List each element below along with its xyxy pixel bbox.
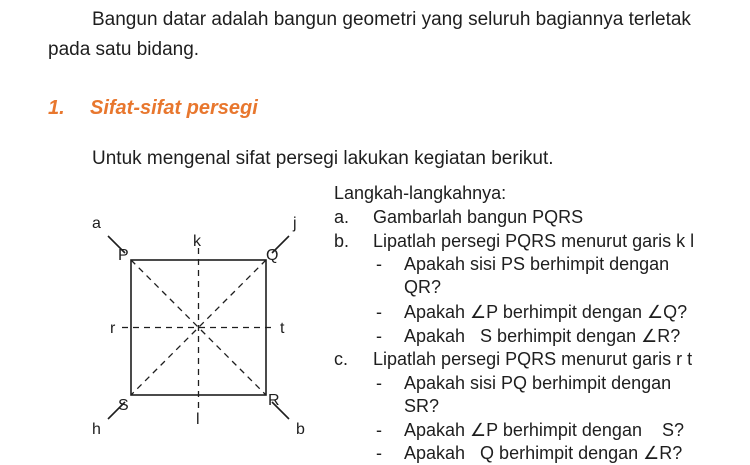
step-c2-text: Apakah ∠P berhimpit dengan S? bbox=[404, 420, 684, 440]
step-b3-marker: - bbox=[376, 326, 382, 346]
axis-label-a: a bbox=[92, 215, 101, 232]
axis-label-k: k bbox=[193, 233, 201, 250]
section-title: Sifat-sifat persegi bbox=[90, 97, 258, 119]
step-c1-text: Apakah sisi PQ berhimpit dengan bbox=[404, 373, 672, 393]
axis-label-b: b bbox=[296, 421, 305, 438]
step-b2-text: Apakah ∠P berhimpit dengan ∠Q? bbox=[404, 302, 688, 322]
step-b2-marker: - bbox=[376, 302, 382, 322]
step-b-marker: b. bbox=[334, 231, 350, 251]
axis-label-l: l bbox=[196, 411, 200, 428]
instruction-text: Untuk mengenal sifat persegi lakukan kegiatan berikut. bbox=[92, 148, 554, 169]
step-b1-marker: - bbox=[376, 254, 382, 274]
vertex-r: R bbox=[268, 392, 280, 409]
vertex-s: S bbox=[118, 397, 129, 414]
intro-line-1: Bangun datar adalah bangun geometri yang seluruh bagiannya terletak bbox=[92, 9, 691, 30]
axis-label-t: t bbox=[280, 320, 285, 337]
axis-label-h: h bbox=[92, 421, 101, 438]
step-c3-marker: - bbox=[376, 443, 382, 463]
step-c2-marker: - bbox=[376, 420, 382, 440]
axis-label-j: j bbox=[293, 215, 297, 232]
vertex-p: P bbox=[118, 247, 129, 264]
step-c1-marker: - bbox=[376, 373, 382, 393]
step-c-marker: c. bbox=[334, 349, 349, 369]
step-a-text: Gambarlah bangun PQRS bbox=[373, 207, 584, 227]
step-b-text: Lipatlah persegi PQRS menurut garis k l bbox=[373, 231, 695, 251]
square-figure bbox=[0, 0, 330, 465]
axis-label-r: r bbox=[110, 320, 116, 337]
step-c1-text-cont: SR? bbox=[404, 396, 440, 416]
step-b1-text: Apakah sisi PS berhimpit dengan bbox=[404, 254, 670, 274]
section-number: 1. bbox=[48, 97, 65, 119]
steps-heading: Langkah-langkahnya: bbox=[334, 183, 507, 203]
vertex-q: Q bbox=[266, 247, 279, 264]
step-b3-text: Apakah S berhimpit dengan ∠R? bbox=[404, 326, 681, 346]
intro-line-2: pada satu bidang. bbox=[48, 39, 200, 60]
step-b1-text-cont: QR? bbox=[404, 277, 442, 297]
step-a-marker: a. bbox=[334, 207, 350, 227]
step-c-text: Lipatlah persegi PQRS menurut garis r t bbox=[373, 349, 693, 369]
step-c3-text: Apakah Q berhimpit dengan ∠R? bbox=[404, 443, 683, 463]
